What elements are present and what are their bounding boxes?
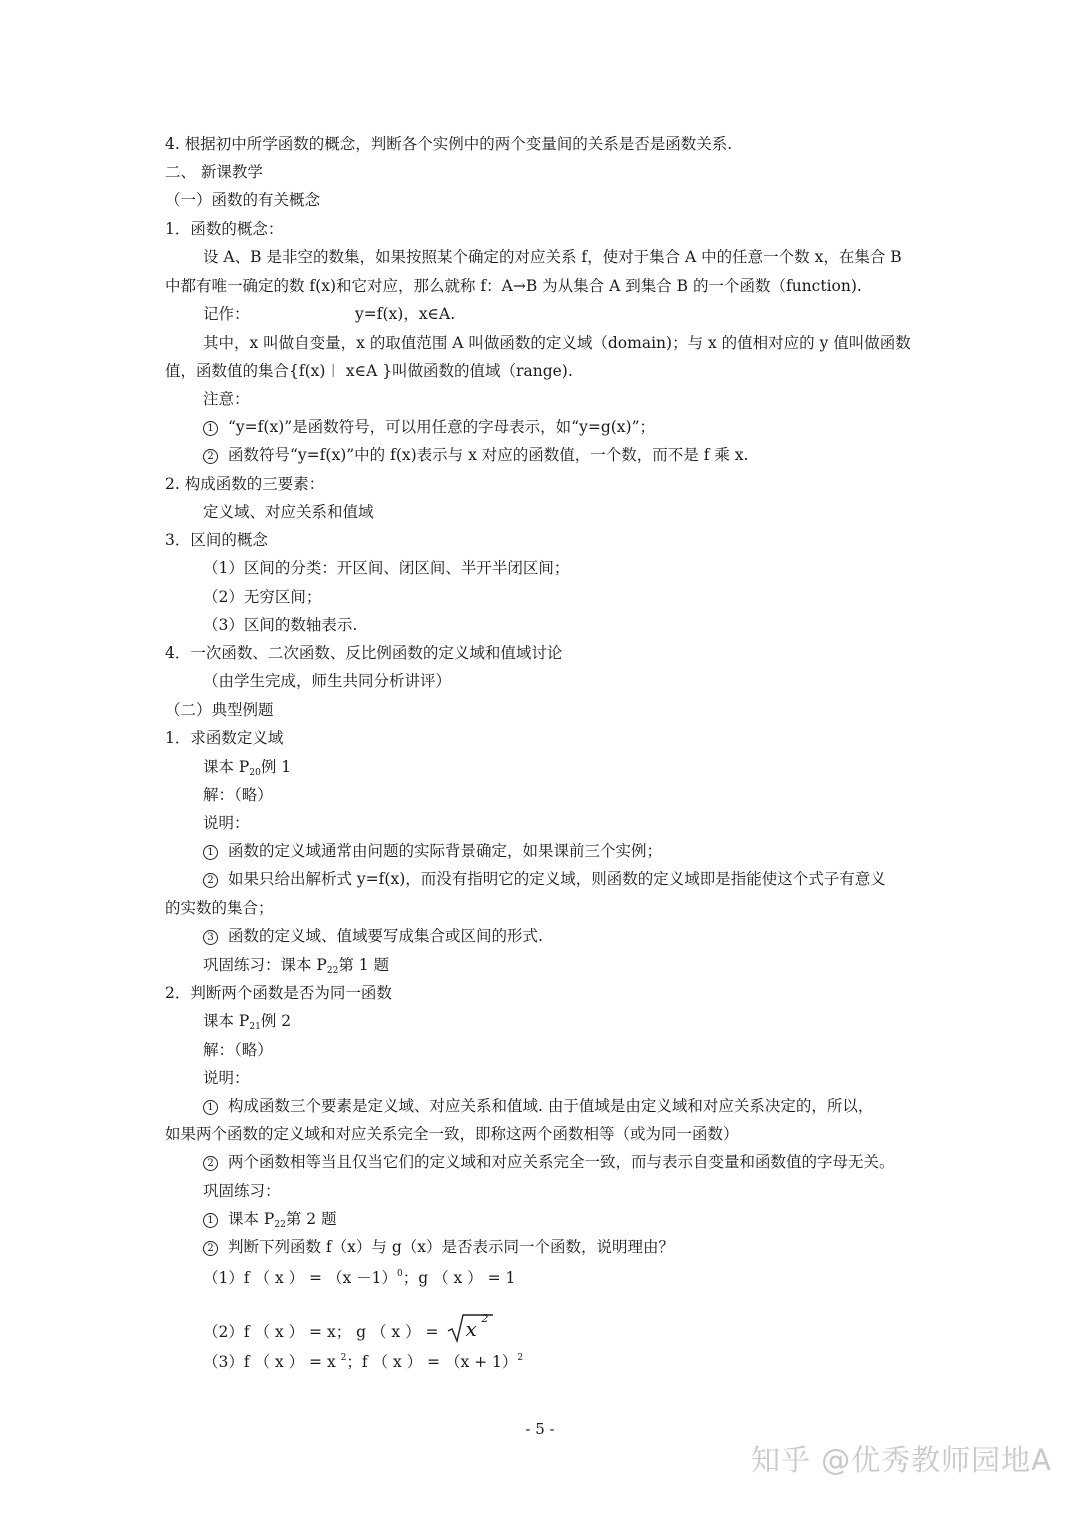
square-root-expression: x 2 [447, 1313, 493, 1343]
list-item: 1 “y=f(x)”是函数符号，可以用任意的字母表示，如“y=g(x)”； [203, 420, 655, 436]
text-line: （由学生完成，师生共同分析讲评） [203, 672, 452, 690]
page-number: - 5 - [525, 1420, 555, 1438]
exercise-item: （2）f （ x ） = x； g （ x ） = x 2 [203, 1313, 493, 1343]
list-item: （1）区间的分类：开区间、闭区间、半开半闭区间； [203, 559, 570, 577]
text-line: 解：（略） [203, 1041, 273, 1059]
circled-number: 1 [203, 421, 218, 436]
text-line: 巩固练习：课本 $P_{22}$第 1 题 [203, 956, 390, 976]
item-heading: 1．求函数定义域 [165, 729, 284, 747]
text-line: 的实数的集合； [165, 899, 274, 917]
text-line: 值，函数值的集合{f(x)︱ x∈A }叫做函数的值域（range). [165, 362, 573, 380]
circled-number: 1 [203, 845, 218, 860]
watermark: 知乎 @优秀教师园地A [750, 1443, 1052, 1477]
text-line: 记作： [203, 305, 250, 323]
text-line: 解：（略） [203, 786, 273, 804]
text-line: 其中，x 叫做自变量，x 的取值范围 A 叫做函数的定义域（domain)；与 x 的值相对应的 y 值叫做函数 [203, 334, 911, 352]
circled-number: 2 [203, 873, 218, 888]
list-item: 3 函数的定义域、值域要写成集合或区间的形式. [203, 929, 543, 945]
list-item: 2 函数符号“y=f(x)”中的 f(x)表示与 x 对应的函数值，一个数，而不是 f 乘 x. [203, 448, 748, 464]
text-line: 课本 $P_{20}$例 1 [203, 758, 292, 778]
formula: y=f(x)，x∈A. [355, 305, 456, 323]
text-line: 中都有唯一确定的数 f(x)和它对应，那么就称 f：A→B 为从集合 A 到集合 B 的一个函数（function). [165, 277, 862, 295]
subsection-heading: （二）典型例题 [165, 701, 274, 719]
item-heading: 2. 构成函数的三要素： [165, 475, 325, 493]
circled-number: 1 [203, 1213, 218, 1228]
list-item: 1 函数的定义域通常由问题的实际背景确定，如果课前三个实例； [203, 844, 662, 860]
list-item: 2 如果只给出解析式 y=f(x)，而没有指明它的定义域，则函数的定义域即是指能使这个式子有意义 [203, 872, 886, 888]
item-heading: 3．区间的概念 [165, 531, 268, 549]
text-line: 说明： [203, 814, 250, 832]
list-item: （2）无穷区间； [203, 588, 322, 606]
section-heading: 二、 新课教学 [165, 163, 263, 181]
exercise-item: （1）f （ x ） = $(x -1)^0$；g （ x ） = 1 [203, 1269, 516, 1287]
item-heading: 2．判断两个函数是否为同一函数 [165, 984, 392, 1002]
circled-number: 3 [203, 930, 218, 945]
list-item: （3）区间的数轴表示. [203, 616, 358, 634]
text-line: 设 A、B 是非空的数集，如果按照某个确定的对应关系 f，使对于集合 A 中的任意一个数 x，在集合 B [203, 248, 902, 266]
list-item: 2 判断下列函数 f（x）与 g（x）是否表示同一个函数，说明理由？ [203, 1240, 674, 1256]
circled-number: 2 [203, 1156, 218, 1171]
text-line: 4. 根据初中所学函数的概念，判断各个实例中的两个变量间的关系是否是函数关系. [165, 135, 733, 153]
list-item: 1 课本 $P_{22}$第 2 题 [203, 1212, 337, 1228]
item-heading: 4．一次函数、二次函数、反比例函数的定义域和值域讨论 [165, 644, 563, 662]
text-line: 注意： [203, 390, 250, 408]
text-line: 课本 $P_{21}$例 2 [203, 1012, 292, 1032]
text-line: 定义域、对应关系和值域 [203, 503, 374, 521]
circled-number: 2 [203, 1241, 218, 1256]
item-heading: 1．函数的概念： [165, 220, 284, 238]
circled-number: 2 [203, 449, 218, 464]
subsection-heading: （一）函数的有关概念 [165, 191, 321, 209]
list-item: 1 构成函数三个要素是定义域、对应关系和值域. 由于值域是由定义域和对应关系决定的，所以， [203, 1099, 873, 1115]
text-line: 说明： [203, 1069, 250, 1087]
exercise-item: （3）f （ x ） = x $^2$；f （ x ） = $(x + 1)^2$ [203, 1353, 524, 1371]
text-line: 巩固练习： [203, 1182, 281, 1200]
list-item: 2 两个函数相等当且仅当它们的定义域和对应关系完全一致，而与表示自变量和函数值的字母无关。 [203, 1155, 895, 1171]
circled-number: 1 [203, 1100, 218, 1115]
text-line: 如果两个函数的定义域和对应关系完全一致，即称这两个函数相等（或为同一函数） [165, 1125, 739, 1143]
